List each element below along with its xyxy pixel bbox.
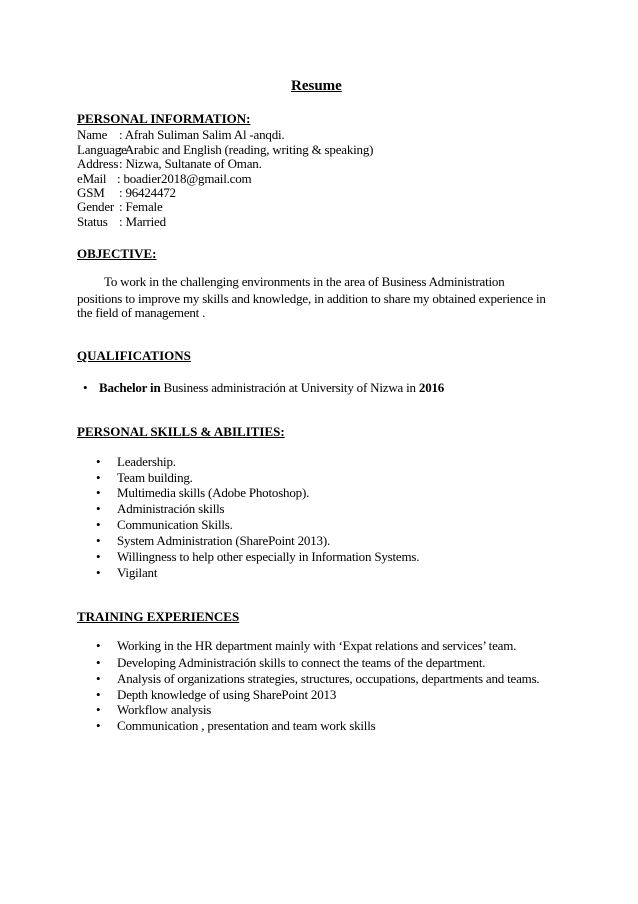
bullet-icon: • xyxy=(96,517,101,532)
list-item: Workflow analysis xyxy=(117,702,212,717)
training-heading: TRAINING EXPERIENCES xyxy=(77,609,240,624)
bullet-icon: • xyxy=(96,533,101,548)
list-item: Team building. xyxy=(117,470,193,485)
qualification-text xyxy=(99,381,444,395)
objective-line: To work in the challenging environments in the area of Business Administration xyxy=(104,274,505,289)
bullet-icon: • xyxy=(96,655,101,670)
email-value: : boadier2018@gmail.com xyxy=(117,171,252,186)
list-item: Analysis of organizations strategies, structures, occupations, departments and teams. xyxy=(117,671,540,686)
list-item: Administración skills xyxy=(117,501,225,516)
bullet-icon: • xyxy=(96,718,101,733)
list-item: Depth knowledge of using SharePoint 2013 xyxy=(117,687,337,702)
gsm-label: GSM xyxy=(77,185,105,200)
objective-line: positions to improve my skills and knowledge, in addition to share my obtained experience in xyxy=(77,291,546,306)
list-item: System Administration (SharePoint 2013). xyxy=(117,533,330,548)
email-label: eMail xyxy=(77,171,107,186)
bullet-icon: • xyxy=(96,485,101,500)
list-item: Communication , presentation and team work skills xyxy=(117,718,376,733)
degree: Bachelor in xyxy=(99,380,161,395)
name-value: : Afrah Suliman Salim Al -anqdi. xyxy=(119,127,285,142)
address-value: : Nizwa, Sultanate of Oman. xyxy=(119,156,262,171)
list-item: Willingness to help other especially in Information Systems. xyxy=(117,549,420,564)
qualifications-heading: QUALIFICATIONS xyxy=(77,348,191,363)
bullet-icon: • xyxy=(96,549,101,564)
language-value: : Arabic and English (reading, writing & speaking) xyxy=(119,142,374,157)
year: 2016 xyxy=(418,380,445,395)
bullet-icon: • xyxy=(96,470,101,485)
list-item: Working in the HR department mainly with ‘Expat relations and services’ team. xyxy=(117,638,517,653)
skills-heading: PERSONAL SKILLS & ABILITIES: xyxy=(77,424,285,439)
name-label: Name xyxy=(77,127,108,142)
list-item: Multimedia skills (Adobe Photoshop). xyxy=(117,485,310,500)
bullet-icon: • xyxy=(96,702,101,717)
bullet-icon: • xyxy=(96,565,101,580)
gsm-value: : 96424472 xyxy=(119,185,176,200)
objective-line: the field of management . xyxy=(77,305,206,320)
bullet-icon: • xyxy=(96,638,101,653)
address-label: Address xyxy=(77,156,119,171)
field: Business administración at University of Nizwa in xyxy=(160,380,419,395)
list-item: Developing Administración skills to connect the teams of the department. xyxy=(117,655,486,670)
gender-label: Gender xyxy=(77,199,115,214)
list-item: Leadership. xyxy=(117,454,176,469)
list-item: Communication Skills. xyxy=(117,517,233,532)
bullet-icon: • xyxy=(96,501,101,516)
status-label: Status xyxy=(77,214,108,229)
bullet-icon: • xyxy=(96,687,101,702)
personal-info-heading: PERSONAL INFORMATION: xyxy=(77,111,251,126)
list-item: Vigilant xyxy=(117,565,158,580)
bullet-icon: • xyxy=(83,380,88,395)
gender-value: : Female xyxy=(119,199,163,214)
language-label: Language xyxy=(77,142,127,157)
bullet-icon: • xyxy=(96,671,101,686)
status-value: : Married xyxy=(119,214,166,229)
page-title: Resume xyxy=(291,78,342,94)
objective-heading: OBJECTIVE: xyxy=(77,246,157,261)
bullet-icon: • xyxy=(96,454,101,469)
